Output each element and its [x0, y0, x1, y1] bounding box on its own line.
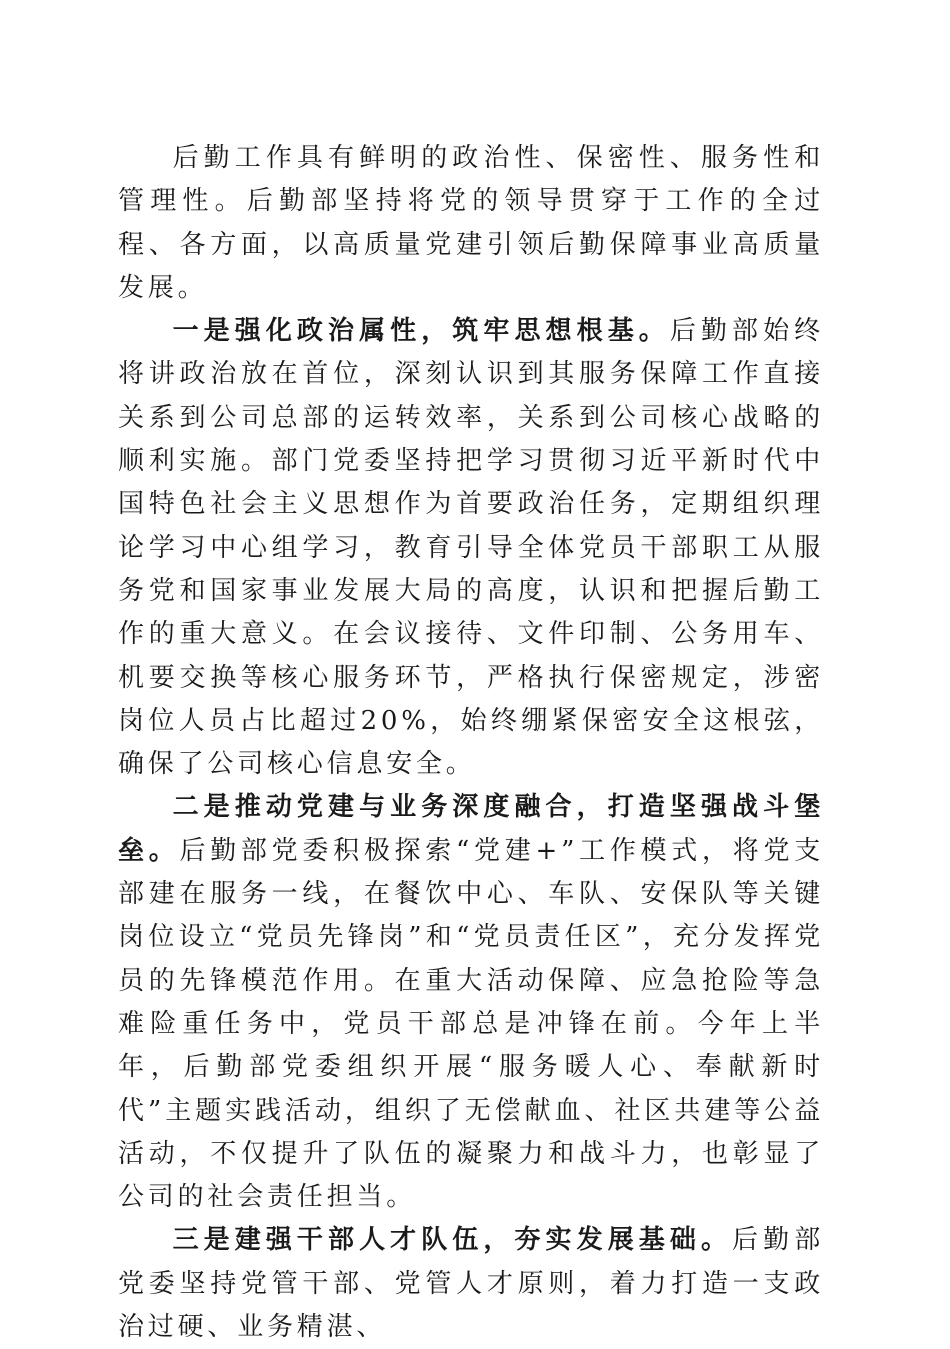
document-page — [118, 137, 824, 1349]
paragraph-point-2 — [118, 786, 824, 1219]
paragraph-body: 后勤部党委积极探索“党建+”工作模式，将党支部建在服务一线，在餐饮中心、车队、安保队等关键岗位设立“党员先锋岗”和“党员责任区”，充分发挥党员的先锋模范作用。在重大活动保障、应急抢险等急难险重任务中，党员干部总是冲锋在前。今年上半年，后勤部党委组织开展“服务暖人心、奉献新时代”主题实践活动，组织了无偿献血、社区共建等公益活动，不仅提升了队伍的凝聚力和战斗力，也彰显了公司的社会责任担当。 — [118, 835, 824, 1213]
paragraph-lead: 三是建强干部人才队伍，夯实发展基础。 — [172, 1225, 733, 1256]
paragraph-body: 后勤工作具有鲜明的政治性、保密性、服务性和管理性。后勤部坚持将党的领导贯穿于工作的全过程、各方面，以高质量党建引领后勤保障事业高质量发展。 — [118, 143, 824, 303]
paragraph-lead: 一是强化政治属性，筑牢思想根基。 — [172, 316, 670, 347]
paragraph-body: 后勤部党委坚持党管干部、党管人才原则，着力打造一支政治过硬、业务精湛、 — [118, 1225, 824, 1343]
paragraph-point-1 — [118, 310, 824, 786]
paragraph-point-3 — [118, 1219, 824, 1349]
paragraph-body: 后勤部始终将讲政治放在首位，深刻认识到其服务保障工作直接关系到公司总部的运转效率，关系到公司核心战略的顺利实施。部门党委坚持把学习贯彻习近平新时代中国特色社会主义思想作为首要政治任务，定期组织理论学习中心组学习，教育引导全体党员干部职工从服务党和国家事业发展大局的高度，认识和把握后勤工作的重大意义。在会议接待、文件印制、公务用车、机要交换等核心服务环节，严格执行保密规定，涉密岗位人员占比超过20%，始终绷紧保密安全这根弦，确保了公司核心信息安全。 — [118, 316, 824, 780]
paragraph-intro — [118, 137, 824, 310]
paragraph-lead: 二是推动党建与业务深度融合，打造坚强战斗堡垒。 — [118, 792, 824, 866]
